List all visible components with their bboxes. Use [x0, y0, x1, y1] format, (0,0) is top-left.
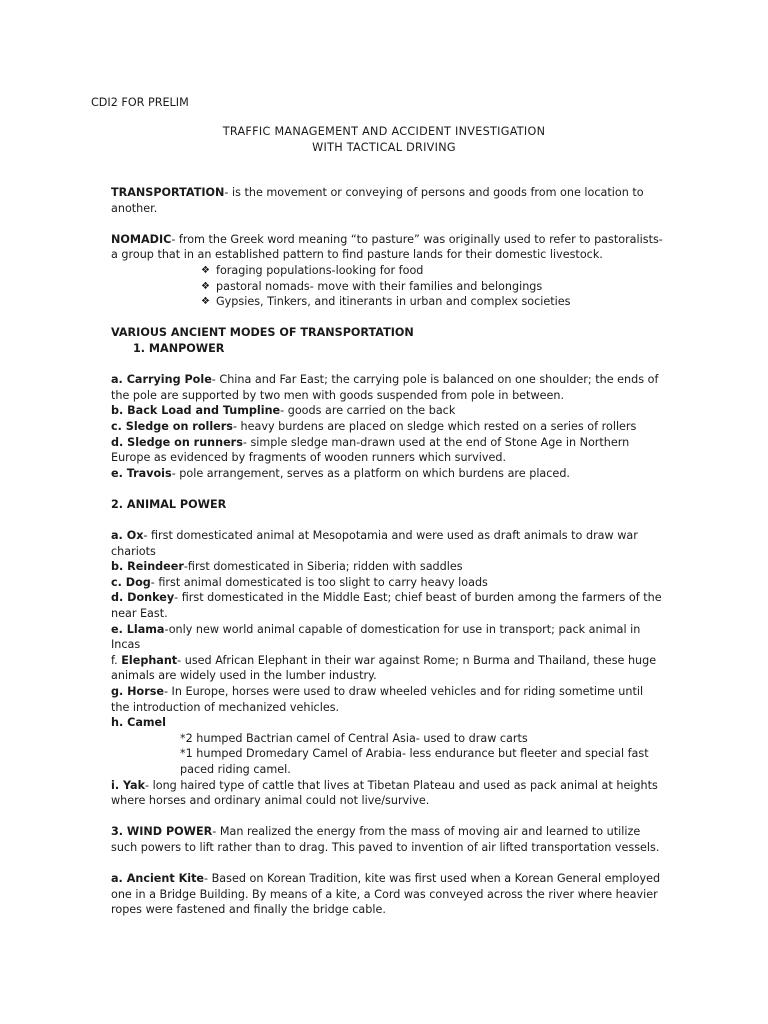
- manpower-item: [111, 466, 663, 482]
- diamond-bullet-icon: ❖: [201, 264, 210, 276]
- nomadic-definition: [111, 232, 663, 263]
- item-text: -only new world animal capable of domestication for use in transport; pack animal in Incas: [111, 622, 641, 652]
- item-text: - heavy burdens are placed on sledge which rested on a series of rollers: [232, 419, 637, 433]
- item-text: - first animal domesticated is too slight to carry heavy loads: [150, 575, 488, 589]
- heading-text: 2. ANIMAL POWER: [111, 497, 227, 511]
- term: h. Camel: [111, 716, 166, 730]
- term: e. Llama: [111, 622, 165, 636]
- item-text: - first domesticated animal at Mesopotamia and were used as draft animals to draw war chariots: [111, 529, 638, 558]
- course-label: CDI2 FOR PRELIM: [91, 96, 189, 109]
- item-text: - long haired type of cattle that lives at Tibetan Plateau and used as pack animal at heights where horses and ordinary animal could not live/survive.: [111, 778, 658, 808]
- heading-text: VARIOUS ANCIENT MODES OF TRANSPORTATION: [111, 326, 414, 340]
- transportation-definition: [111, 185, 663, 216]
- animal-item: [111, 622, 663, 653]
- animal-item-camel: [111, 715, 663, 731]
- item-text: - simple sledge man-drawn used at the end of Stone Age in Northern Europe as evidenced by fragments of wooden runners which survived.: [111, 435, 630, 465]
- item-text: - In Europe, horses were used to draw wheeled vehicles and for riding sometime until the introduction of mechanized vehicles.: [111, 685, 644, 714]
- nomadic-bullet-list: [111, 263, 663, 310]
- item-text: - goods are carried on the back: [280, 404, 456, 418]
- definition-text: - from the Greek word meaning “to pasture” was originally used to refer to pastoralists-a group that in an established pattern to find pasture lands for their domestic livestock.: [111, 232, 663, 262]
- term: i. Yak: [111, 778, 146, 792]
- section-heading: [111, 325, 663, 341]
- item-text: - pole arrangement, serves as a platform on which burdens are placed.: [171, 466, 570, 480]
- definition-text: - Based on Korean Tradition, kite was first used when a Korean General employed one in a Bridge Building. By means of a kite, a Cord was conveyed across the river where heavier ropes were fastened and finally the bridge cable.: [111, 872, 661, 917]
- item-text: - China and Far East; the carrying pole is balanced on one shoulder; the ends of the pole are supported by two men with goods suspended from pole in between.: [111, 373, 659, 402]
- manpower-item: [111, 435, 663, 466]
- list-item: [201, 294, 663, 310]
- animal-item: [111, 684, 663, 715]
- item-text: - first domesticated in the Middle East; chief beast of burden among the farmers of the near East.: [111, 591, 662, 621]
- list-item: [201, 279, 663, 295]
- diamond-bullet-icon: ❖: [201, 280, 210, 292]
- camel-note: *1 humped Dromedary Camel of Arabia- less endurance but fleeter and special fast paced riding camel.: [180, 747, 649, 776]
- ancient-kite-definition: [111, 871, 663, 918]
- term: d. Donkey: [111, 591, 175, 605]
- definition-text: - Man realized the energy from the mass of moving air and learned to utilize such powers to lift rather than to drag. This paved to invention of air lifted transportation vessels.: [111, 825, 660, 854]
- document-title-line1: TRAFFIC MANAGEMENT AND ACCIDENT INVESTIGATION: [222, 125, 546, 138]
- term: c. Dog: [111, 575, 151, 589]
- manpower-item: [111, 419, 663, 435]
- term: TRANSPORTATION: [111, 186, 225, 199]
- term: NOMADIC: [111, 232, 172, 246]
- animal-item-yak: [111, 778, 663, 809]
- manpower-item: [111, 372, 663, 403]
- list-item-text: foraging populations-looking for food: [216, 263, 424, 277]
- term: a. Ancient Kite: [111, 872, 205, 886]
- term: 3. WIND POWER: [111, 825, 213, 839]
- animal-item: [111, 559, 663, 575]
- heading-text: 1. MANPOWER: [133, 341, 225, 355]
- camel-note: *2 humped Bactrian camel of Central Asia- used to draw carts: [180, 731, 528, 745]
- term: b. Reindeer: [111, 560, 184, 574]
- manpower-item: [111, 403, 663, 419]
- animal-item: [111, 575, 663, 591]
- animal-item: [111, 590, 663, 621]
- definition-text: - is the movement or conveying of persons and goods from one location to another.: [111, 186, 644, 215]
- animal-item: [111, 653, 663, 684]
- term: c. Sledge on rollers: [111, 419, 233, 433]
- term: a. Carrying Pole: [111, 373, 212, 387]
- wind-power-definition: [111, 824, 663, 855]
- term: g. Horse: [111, 685, 164, 698]
- term: a. Ox: [111, 529, 144, 543]
- list-item: [201, 263, 663, 279]
- subsection-heading-manpower: [111, 341, 663, 357]
- list-item-text: pastoral nomads- move with their families and belongings: [216, 279, 543, 293]
- diamond-bullet-icon: ❖: [201, 296, 210, 308]
- item-text: -first domesticated in Siberia; ridden with saddles: [183, 560, 463, 574]
- list-item-text: Gypsies, Tinkers, and itinerants in urban and complex societies: [216, 295, 571, 309]
- document-body: [111, 185, 663, 918]
- item-text: - used African Elephant in their war against Rome; n Burma and Thailand, these huge animals are widely used in the lumber industry.: [111, 653, 657, 683]
- subsection-heading-animal-power: [111, 497, 663, 513]
- document-title-line2: WITH TACTICAL DRIVING: [312, 141, 456, 154]
- term: e. Travois: [111, 466, 172, 480]
- item-prefix: f.: [111, 653, 122, 667]
- term: b. Back Load and Tumpline: [111, 404, 281, 418]
- term: Elephant: [121, 653, 178, 667]
- term: d. Sledge on runners: [111, 435, 243, 449]
- animal-item: [111, 528, 663, 559]
